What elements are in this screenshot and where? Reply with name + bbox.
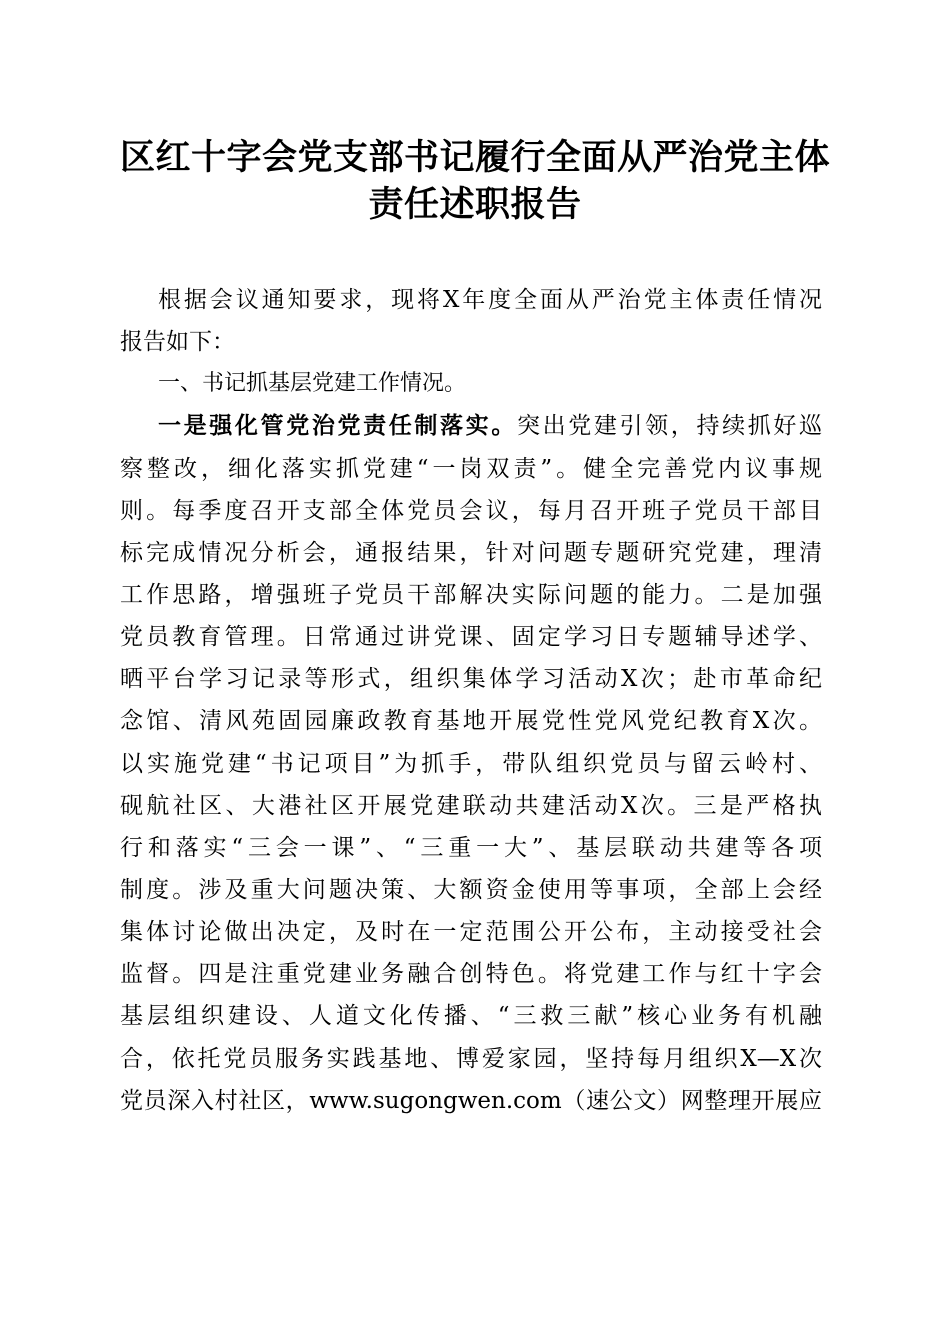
section-heading: 一、书记抓基层党建工作情况。 — [158, 371, 467, 397]
paragraph-line: 党员教育管理。日常通过讲党课、固定学习日专题辅导述学、 — [120, 624, 822, 651]
paragraph-line: 集体讨论做出决定，及时在一定范围公开公布，主动接受社会 — [120, 919, 822, 946]
document-title-line-1: 区红十字会党支部书记履行全面从严治党主体 — [119, 137, 830, 178]
paragraph-line: 合，依托党员服务实践基地、博爱家园，坚持每月组织X—X次 — [120, 1045, 822, 1072]
document-body — [120, 279, 822, 1122]
paragraph-line: 察整改，细化落实抓党建“一岗双责”。健全完善党内议事规 — [120, 455, 822, 482]
paragraph-line: 晒平台学习记录等形式，组织集体学习活动X次；赴市革命纪 — [120, 666, 822, 693]
intro-line: 报告如下： — [120, 329, 235, 356]
paragraph-line: 标完成情况分析会，通报结果，针对问题专题研究党建，理清 — [120, 539, 822, 566]
paragraph-lead: 一是强化管党治党责任制落实。 — [158, 413, 517, 440]
paragraph-line: 基层组织建设、人道文化传播、“三救三献”核心业务有机融 — [120, 1003, 822, 1030]
paragraph-line: 念馆、清风苑固园廉政教育基地开展党性党风党纪教育X次。 — [120, 708, 822, 735]
paragraph-line: 行和落实“三会一课”、“三重一大”、基层联动共建等各项 — [120, 834, 822, 861]
document-title-line-2: 责任述职报告 — [368, 184, 582, 225]
paragraph-line: 工作思路，增强班子党员干部解决实际问题的能力。二是加强 — [120, 581, 822, 608]
paragraph-line: 砚航社区、大港社区开展党建联动共建活动X次。三是严格执 — [120, 792, 822, 819]
paragraph-text: 突出党建引领，持续抓好巡 — [516, 413, 823, 440]
paragraph-line: 制度。涉及重大问题决策、大额资金使用等事项，全部上会经 — [120, 876, 822, 903]
paragraph-line: 监督。四是注重党建业务融合创特色。将党建工作与红十字会 — [120, 961, 822, 988]
paragraph-line — [120, 405, 822, 447]
intro-line: 根据会议通知要求，现将X年度全面从严治党主体责任情况 — [158, 287, 822, 313]
paragraph-line: 党员深入村社区，www.sugongwen.com（速公文）网整理开展应 — [120, 1087, 822, 1114]
paragraph-line: 以实施党建“书记项目”为抓手，带队组织党员与留云岭村、 — [120, 750, 822, 777]
paragraph-line: 则。每季度召开支部全体党员会议，每月召开班子党员干部目 — [120, 497, 822, 524]
